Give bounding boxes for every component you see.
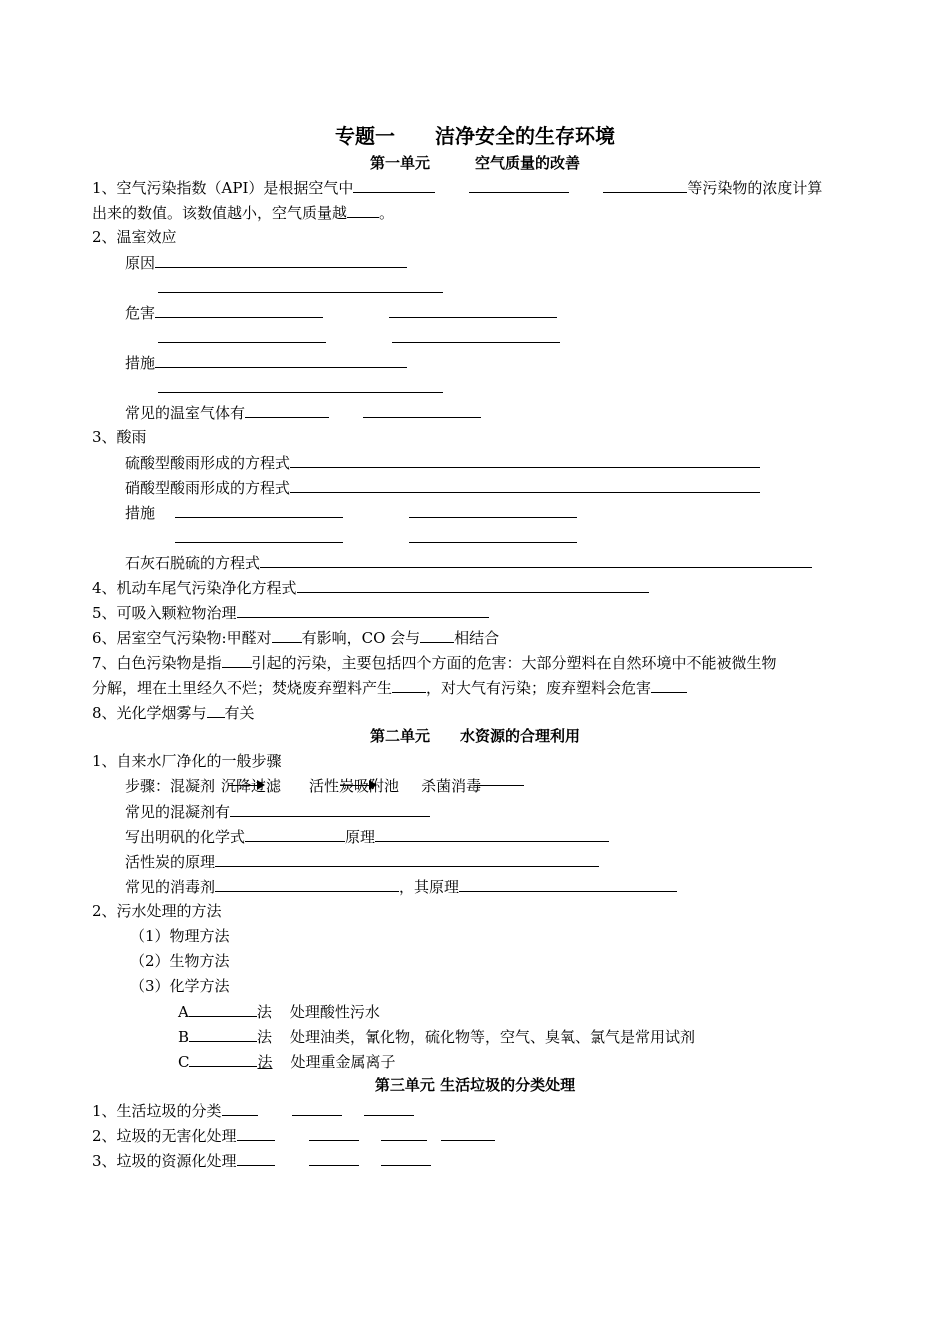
u1-q6 — [92, 627, 499, 648]
text: 处理油类，氰化物，硫化物等，空气、臭氧、氯气是常用试剂 — [290, 1028, 696, 1046]
u2-coag — [125, 801, 430, 822]
blank[interactable] — [381, 1150, 431, 1166]
step-activated-carbon: 活性炭吸附池 — [309, 777, 400, 795]
u1-q3-lime — [125, 552, 812, 573]
blank[interactable] — [297, 577, 649, 593]
blank[interactable] — [237, 1125, 275, 1141]
blank[interactable] — [260, 552, 812, 568]
text: 处理酸性污水 — [289, 1003, 380, 1021]
u2-chem-a — [178, 1001, 380, 1022]
blank[interactable] — [237, 1150, 275, 1166]
blank[interactable] — [364, 1100, 414, 1116]
blank[interactable] — [363, 402, 481, 418]
label: 法 — [257, 1053, 273, 1071]
blank[interactable] — [290, 477, 760, 493]
blank[interactable] — [420, 627, 454, 643]
label: 写出明矾的化学式 — [125, 828, 246, 846]
arrow-right-icon — [257, 780, 265, 790]
unit1-heading: 第一单元 空气质量的改善 — [369, 154, 580, 172]
label: 5、可吸入颗粒物治理 — [92, 604, 237, 622]
label: 石灰石脱硫的方程式 — [125, 554, 261, 572]
u3-q3 — [92, 1150, 431, 1171]
arrow-line — [228, 785, 258, 786]
blank[interactable] — [189, 1001, 257, 1017]
u1-q4 — [92, 577, 649, 598]
u3-q2 — [92, 1125, 495, 1146]
label: 硫酸型酸雨形成的方程式 — [125, 454, 291, 472]
u1-q1-text-b: 等污染物的浓度计算 — [687, 179, 823, 197]
unit2-heading: 第二单元 水资源的合理利用 — [369, 727, 580, 745]
label: 3、垃圾的资源化处理 — [92, 1152, 237, 1170]
text: 相结合 — [454, 629, 500, 647]
blank[interactable] — [158, 377, 443, 393]
u1-q3-measure-cont — [175, 527, 577, 548]
blank[interactable] — [215, 851, 599, 867]
blank[interactable] — [175, 527, 343, 543]
blank[interactable] — [409, 502, 577, 518]
u1-q3-measure — [125, 502, 577, 523]
u1-q8 — [92, 702, 255, 723]
label: 措施 — [125, 504, 156, 522]
u1-q7-line2 — [92, 677, 687, 698]
blank[interactable] — [292, 1100, 342, 1116]
u2-carbon — [125, 851, 599, 872]
blank[interactable] — [158, 327, 326, 343]
u1-q2: 2、温室效应 — [92, 228, 177, 246]
u1-q3-nitric — [125, 477, 760, 498]
u2-chem-c — [178, 1051, 396, 1072]
u1-q2-harm-cont — [158, 327, 560, 348]
step-settle-filter: 沉降过滤 — [221, 777, 282, 795]
blank[interactable] — [392, 677, 426, 693]
u1-q5 — [92, 602, 489, 623]
u1-q2-cause — [125, 252, 407, 273]
blank[interactable] — [381, 1125, 427, 1141]
u2-alum — [125, 826, 609, 847]
label: 法 — [257, 1028, 273, 1046]
blank[interactable] — [272, 627, 302, 643]
label: 常见的温室气体有 — [125, 404, 246, 422]
blank[interactable] — [375, 826, 609, 842]
u2-method-biological: （2）生物方法 — [130, 952, 230, 970]
u3-q1 — [92, 1100, 414, 1121]
u2-chem-b — [178, 1026, 695, 1047]
u1-q2-harm — [125, 302, 557, 323]
u2-q2: 2、污水处理的方法 — [92, 902, 222, 920]
blank[interactable] — [207, 702, 225, 718]
u1-q1-line2 — [92, 202, 394, 223]
u1-q2-cause-cont — [158, 277, 443, 298]
u1-q3-sulfuric — [125, 452, 760, 473]
blank[interactable] — [353, 177, 435, 193]
arrow-line — [474, 785, 524, 786]
text: 6、居室空气污染物:甲醛对 — [92, 629, 272, 647]
u1-q1-text-a: 1、空气污染指数（API）是根据空气中 — [92, 179, 354, 197]
label: 步骤： — [125, 777, 171, 795]
blank[interactable] — [469, 177, 569, 193]
blank[interactable] — [158, 277, 443, 293]
label: 活性炭的原理 — [125, 853, 216, 871]
u1-q1-text-c: 出来的数值。该数值越小，空气质量越 — [92, 204, 348, 222]
u1-q7-line1 — [92, 652, 777, 673]
blank[interactable] — [189, 1051, 257, 1067]
blank[interactable] — [309, 1125, 359, 1141]
blank[interactable] — [222, 652, 252, 668]
label: B — [178, 1028, 190, 1046]
blank[interactable] — [290, 452, 760, 468]
u1-q3: 3、酸雨 — [92, 428, 147, 446]
label: C — [178, 1053, 190, 1071]
blank[interactable] — [189, 1026, 257, 1042]
blank[interactable] — [222, 1100, 258, 1116]
unit3-heading: 第三单元 生活垃圾的分类处理 — [374, 1076, 576, 1094]
text: 引起的污染，主要包括四个方面的危害：大部分塑料在自然环境中不能被微生物 — [251, 654, 777, 672]
blank[interactable] — [389, 302, 557, 318]
label: 原因 — [125, 254, 156, 272]
u2-method-physical: （1）物理方法 — [130, 927, 230, 945]
u1-q1-line1 — [92, 177, 822, 198]
u1-q2-gas — [125, 402, 481, 423]
page-title: 专题一 洁净安全的生存环境 — [335, 124, 615, 148]
blank[interactable] — [409, 527, 577, 543]
text: 有影响，CO 会与 — [301, 629, 421, 647]
blank[interactable] — [155, 302, 323, 318]
blank[interactable] — [230, 801, 430, 817]
label: 措施 — [125, 354, 156, 372]
u1-q2-measure — [125, 352, 407, 373]
text: 8、光化学烟雾与 — [92, 704, 207, 722]
text: 分解，埋在土里经久不烂；焚烧废弃塑料产生 — [92, 679, 393, 697]
blank[interactable] — [155, 252, 407, 268]
blank[interactable] — [459, 876, 677, 892]
label: 常见的混凝剂有 — [125, 803, 231, 821]
step-disinfect: 杀菌消毒 — [421, 777, 482, 795]
u1-q1-text-d: 。 — [379, 204, 395, 222]
u2-steps — [125, 776, 481, 796]
text: 7、白色污染物是指 — [92, 654, 222, 672]
text: 处理重金属离子 — [290, 1053, 396, 1071]
u2-method-chemical: （3）化学方法 — [130, 977, 230, 995]
label: 危害 — [125, 304, 156, 322]
step-coagulant: 混凝剂 — [170, 777, 216, 795]
text: 有关 — [224, 704, 255, 722]
label: 4、机动车尾气污染净化方程式 — [92, 579, 297, 597]
blank[interactable] — [245, 826, 345, 842]
blank[interactable] — [237, 602, 489, 618]
u2-q1: 1、自来水厂净化的一般步骤 — [92, 752, 282, 770]
label: 原理 — [345, 828, 376, 846]
label: 常见的消毒剂 — [125, 878, 216, 896]
label: 1、生活垃圾的分类 — [92, 1102, 222, 1120]
blank[interactable] — [309, 1150, 359, 1166]
label: 2、垃圾的无害化处理 — [92, 1127, 237, 1145]
blank[interactable] — [392, 327, 560, 343]
blank[interactable] — [215, 876, 399, 892]
label: A — [178, 1003, 189, 1021]
blank[interactable] — [347, 202, 379, 218]
blank[interactable] — [651, 677, 687, 693]
u1-q2-measure-cont — [158, 377, 443, 398]
blank[interactable] — [245, 402, 329, 418]
blank[interactable] — [155, 352, 407, 368]
blank[interactable] — [603, 177, 687, 193]
blank[interactable] — [175, 502, 343, 518]
label: 法 — [256, 1003, 272, 1021]
text: ，对大气有污染；废弃塑料会危害 — [426, 679, 652, 697]
u2-disinfect — [125, 876, 677, 897]
arrow-right-icon — [369, 780, 377, 790]
arrow-line — [340, 785, 370, 786]
label: 硝酸型酸雨形成的方程式 — [125, 479, 291, 497]
blank[interactable] — [441, 1125, 495, 1141]
label: ，其原理 — [399, 878, 460, 896]
